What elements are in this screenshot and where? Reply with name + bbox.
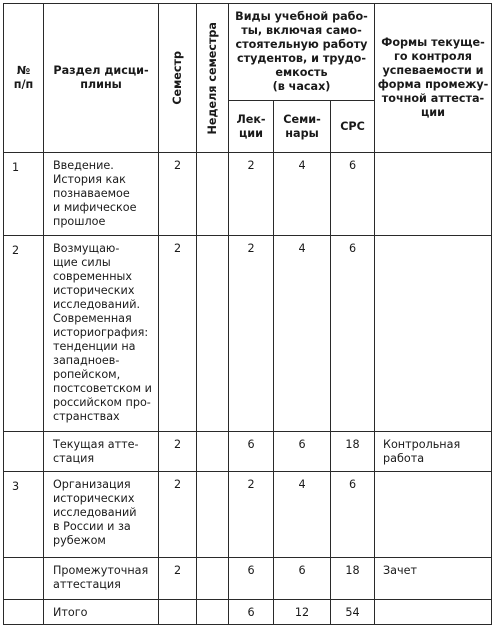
table-row: [4, 558, 492, 600]
header-forms: Формы текуще- го контроля успеваемости и форма промежу- точной аттеста- ции: [375, 4, 492, 153]
table-row: [4, 236, 492, 432]
row-srs: 6: [331, 236, 375, 432]
header-lectures: Лек- ции: [229, 101, 274, 153]
row-num: 1: [4, 153, 44, 236]
row-srs: 18: [331, 558, 375, 600]
header-types: Виды учебной рабо- ты, включая само- стоятельную работу студентов, и трудо- емкость (в часах): [229, 4, 375, 101]
table-row: [4, 472, 492, 558]
row-lectures: 6: [229, 600, 274, 625]
header-semester-cell: [159, 4, 197, 153]
row-form: [375, 600, 492, 625]
row-seminars: 12: [274, 600, 331, 625]
row-seminars: 6: [274, 558, 331, 600]
row-week: [197, 153, 229, 236]
row-srs: 18: [331, 432, 375, 472]
row-week: [197, 600, 229, 625]
row-semester: 2: [159, 153, 197, 236]
row-week: [197, 432, 229, 472]
row-seminars: 6: [274, 432, 331, 472]
row-lectures: 6: [229, 432, 274, 472]
header-num: № п/п: [4, 4, 44, 153]
row-num: 3: [4, 472, 44, 558]
row-srs: 6: [331, 153, 375, 236]
row-week: [197, 236, 229, 432]
row-seminars: 4: [274, 236, 331, 432]
header-week-cell: [197, 4, 229, 153]
row-form: Зачет: [375, 558, 492, 600]
row-lectures: 6: [229, 558, 274, 600]
table-row-total: [4, 600, 492, 625]
row-num: [4, 432, 44, 472]
row-srs: 6: [331, 472, 375, 558]
row-semester: 2: [159, 472, 197, 558]
header-week: Неделя семестра: [205, 21, 219, 135]
row-week: [197, 558, 229, 600]
row-form: Контрольная работа: [375, 432, 492, 472]
row-num: [4, 558, 44, 600]
header-semester: Семестр: [170, 51, 184, 105]
row-srs: 54: [331, 600, 375, 625]
row-section: Итого: [44, 600, 159, 625]
row-form: [375, 236, 492, 432]
row-semester: 2: [159, 558, 197, 600]
row-seminars: 4: [274, 472, 331, 558]
row-section: Организация исторических исследований в России и за рубежом: [44, 472, 159, 558]
row-lectures: 2: [229, 153, 274, 236]
row-semester: 2: [159, 432, 197, 472]
row-section: Промежуточная аттестация: [44, 558, 159, 600]
row-lectures: 2: [229, 472, 274, 558]
header-seminars: Семи- нары: [274, 101, 331, 153]
row-seminars: 4: [274, 153, 331, 236]
row-form: [375, 153, 492, 236]
row-num: [4, 600, 44, 625]
row-semester: [159, 600, 197, 625]
header-row-1: [4, 4, 492, 101]
row-semester: 2: [159, 236, 197, 432]
table-row: [4, 153, 492, 236]
row-form: [375, 472, 492, 558]
row-section: Возмущаю- щие силы современных исторических исследований. Современная историография: тенденции на западноев- ропейском, постсоветском и российском про- странствах: [44, 236, 159, 432]
row-section: Текущая атте- стация: [44, 432, 159, 472]
row-week: [197, 472, 229, 558]
row-section: Введение. История как познаваемое и мифическое прошлое: [44, 153, 159, 236]
row-num: 2: [4, 236, 44, 432]
table-row: [4, 432, 492, 472]
header-srs: СРС: [331, 101, 375, 153]
row-lectures: 2: [229, 236, 274, 432]
curriculum-table: [3, 3, 492, 625]
header-section: Раздел дисци- плины: [44, 4, 159, 153]
